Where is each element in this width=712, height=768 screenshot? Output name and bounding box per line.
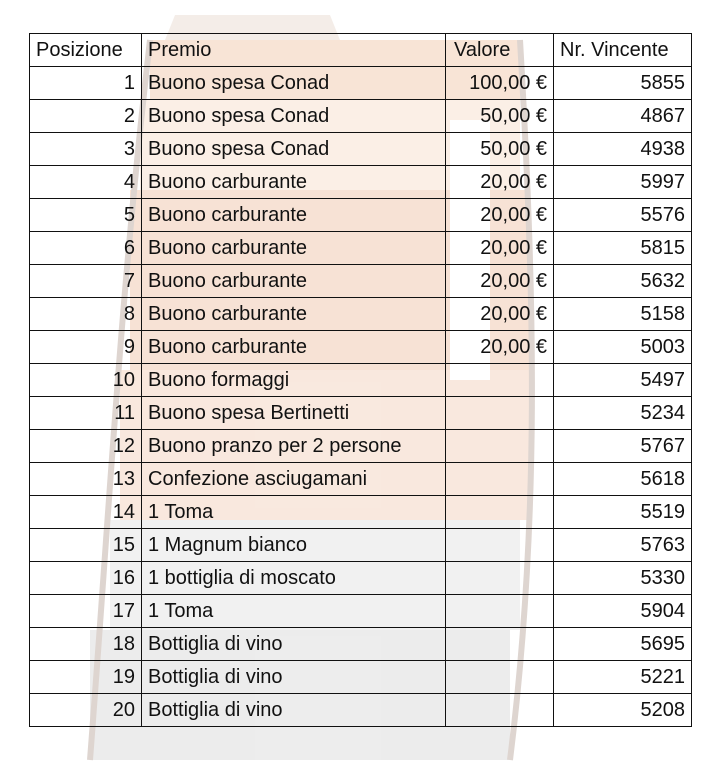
table-row <box>30 694 692 727</box>
cell-value <box>446 694 554 727</box>
table-row <box>30 166 692 199</box>
table-row <box>30 595 692 628</box>
table-row <box>30 100 692 133</box>
cell-winning-number: 5763 <box>554 529 692 562</box>
cell-position: 11 <box>30 397 142 430</box>
cell-position: 10 <box>30 364 142 397</box>
cell-winning-number: 5855 <box>554 67 692 100</box>
cell-position: 1 <box>30 67 142 100</box>
cell-prize: Buono formaggi <box>142 364 446 397</box>
cell-position: 9 <box>30 331 142 364</box>
cell-winning-number: 5618 <box>554 463 692 496</box>
cell-value <box>446 562 554 595</box>
cell-prize: Bottiglia di vino <box>142 628 446 661</box>
cell-position: 16 <box>30 562 142 595</box>
header-row <box>30 34 692 67</box>
table-body <box>30 67 692 727</box>
cell-position: 12 <box>30 430 142 463</box>
cell-winning-number: 5208 <box>554 694 692 727</box>
header-nr-vincente: Nr. Vincente <box>554 34 692 67</box>
prize-table <box>29 33 692 727</box>
table-row <box>30 463 692 496</box>
table-row <box>30 265 692 298</box>
cell-prize: Buono carburante <box>142 265 446 298</box>
cell-position: 17 <box>30 595 142 628</box>
cell-value <box>446 661 554 694</box>
cell-winning-number: 5330 <box>554 562 692 595</box>
cell-winning-number: 5997 <box>554 166 692 199</box>
header-premio: Premio <box>142 34 446 67</box>
cell-prize: Confezione asciugamani <box>142 463 446 496</box>
cell-prize: 1 Toma <box>142 496 446 529</box>
table-row <box>30 529 692 562</box>
cell-position: 8 <box>30 298 142 331</box>
cell-winning-number: 4938 <box>554 133 692 166</box>
cell-prize: Buono carburante <box>142 166 446 199</box>
cell-value: 20,00 € <box>446 265 554 298</box>
cell-value <box>446 430 554 463</box>
cell-value: 20,00 € <box>446 331 554 364</box>
cell-value <box>446 397 554 430</box>
cell-prize: Buono spesa Bertinetti <box>142 397 446 430</box>
cell-position: 6 <box>30 232 142 265</box>
cell-value: 20,00 € <box>446 199 554 232</box>
header-valore: Valore <box>446 34 554 67</box>
table-row <box>30 67 692 100</box>
table-row <box>30 661 692 694</box>
cell-position: 5 <box>30 199 142 232</box>
cell-value <box>446 364 554 397</box>
cell-prize: Bottiglia di vino <box>142 661 446 694</box>
cell-prize: Buono carburante <box>142 331 446 364</box>
cell-prize: Buono spesa Conad <box>142 67 446 100</box>
cell-value: 100,00 € <box>446 67 554 100</box>
cell-winning-number: 4867 <box>554 100 692 133</box>
cell-winning-number: 5519 <box>554 496 692 529</box>
table-row <box>30 628 692 661</box>
table-row <box>30 496 692 529</box>
cell-value <box>446 628 554 661</box>
cell-winning-number: 5003 <box>554 331 692 364</box>
table-row <box>30 364 692 397</box>
table-row <box>30 562 692 595</box>
cell-prize: 1 Magnum bianco <box>142 529 446 562</box>
cell-position: 13 <box>30 463 142 496</box>
table-row <box>30 331 692 364</box>
cell-winning-number: 5497 <box>554 364 692 397</box>
cell-value: 50,00 € <box>446 133 554 166</box>
cell-position: 2 <box>30 100 142 133</box>
cell-prize: Buono pranzo per 2 persone <box>142 430 446 463</box>
cell-value <box>446 595 554 628</box>
cell-prize: Buono carburante <box>142 232 446 265</box>
cell-position: 3 <box>30 133 142 166</box>
cell-value: 20,00 € <box>446 298 554 331</box>
cell-prize: Buono carburante <box>142 298 446 331</box>
table-row <box>30 298 692 331</box>
cell-position: 7 <box>30 265 142 298</box>
cell-winning-number: 5904 <box>554 595 692 628</box>
cell-winning-number: 5632 <box>554 265 692 298</box>
cell-winning-number: 5815 <box>554 232 692 265</box>
cell-prize: Buono spesa Conad <box>142 100 446 133</box>
table-row <box>30 133 692 166</box>
table-row <box>30 397 692 430</box>
cell-value: 20,00 € <box>446 232 554 265</box>
cell-prize: Buono carburante <box>142 199 446 232</box>
table-header <box>30 34 692 67</box>
table-row <box>30 232 692 265</box>
cell-value: 50,00 € <box>446 100 554 133</box>
cell-position: 15 <box>30 529 142 562</box>
cell-winning-number: 5234 <box>554 397 692 430</box>
cell-winning-number: 5695 <box>554 628 692 661</box>
cell-winning-number: 5576 <box>554 199 692 232</box>
cell-winning-number: 5767 <box>554 430 692 463</box>
cell-value <box>446 496 554 529</box>
table-row <box>30 199 692 232</box>
cell-value <box>446 463 554 496</box>
cell-position: 18 <box>30 628 142 661</box>
cell-position: 20 <box>30 694 142 727</box>
cell-winning-number: 5158 <box>554 298 692 331</box>
cell-prize: Bottiglia di vino <box>142 694 446 727</box>
cell-value: 20,00 € <box>446 166 554 199</box>
cell-position: 4 <box>30 166 142 199</box>
table-row <box>30 430 692 463</box>
cell-prize: Buono spesa Conad <box>142 133 446 166</box>
cell-prize: 1 Toma <box>142 595 446 628</box>
cell-winning-number: 5221 <box>554 661 692 694</box>
cell-position: 14 <box>30 496 142 529</box>
cell-position: 19 <box>30 661 142 694</box>
cell-value <box>446 529 554 562</box>
header-posizione: Posizione <box>30 34 142 67</box>
cell-prize: 1 bottiglia di moscato <box>142 562 446 595</box>
